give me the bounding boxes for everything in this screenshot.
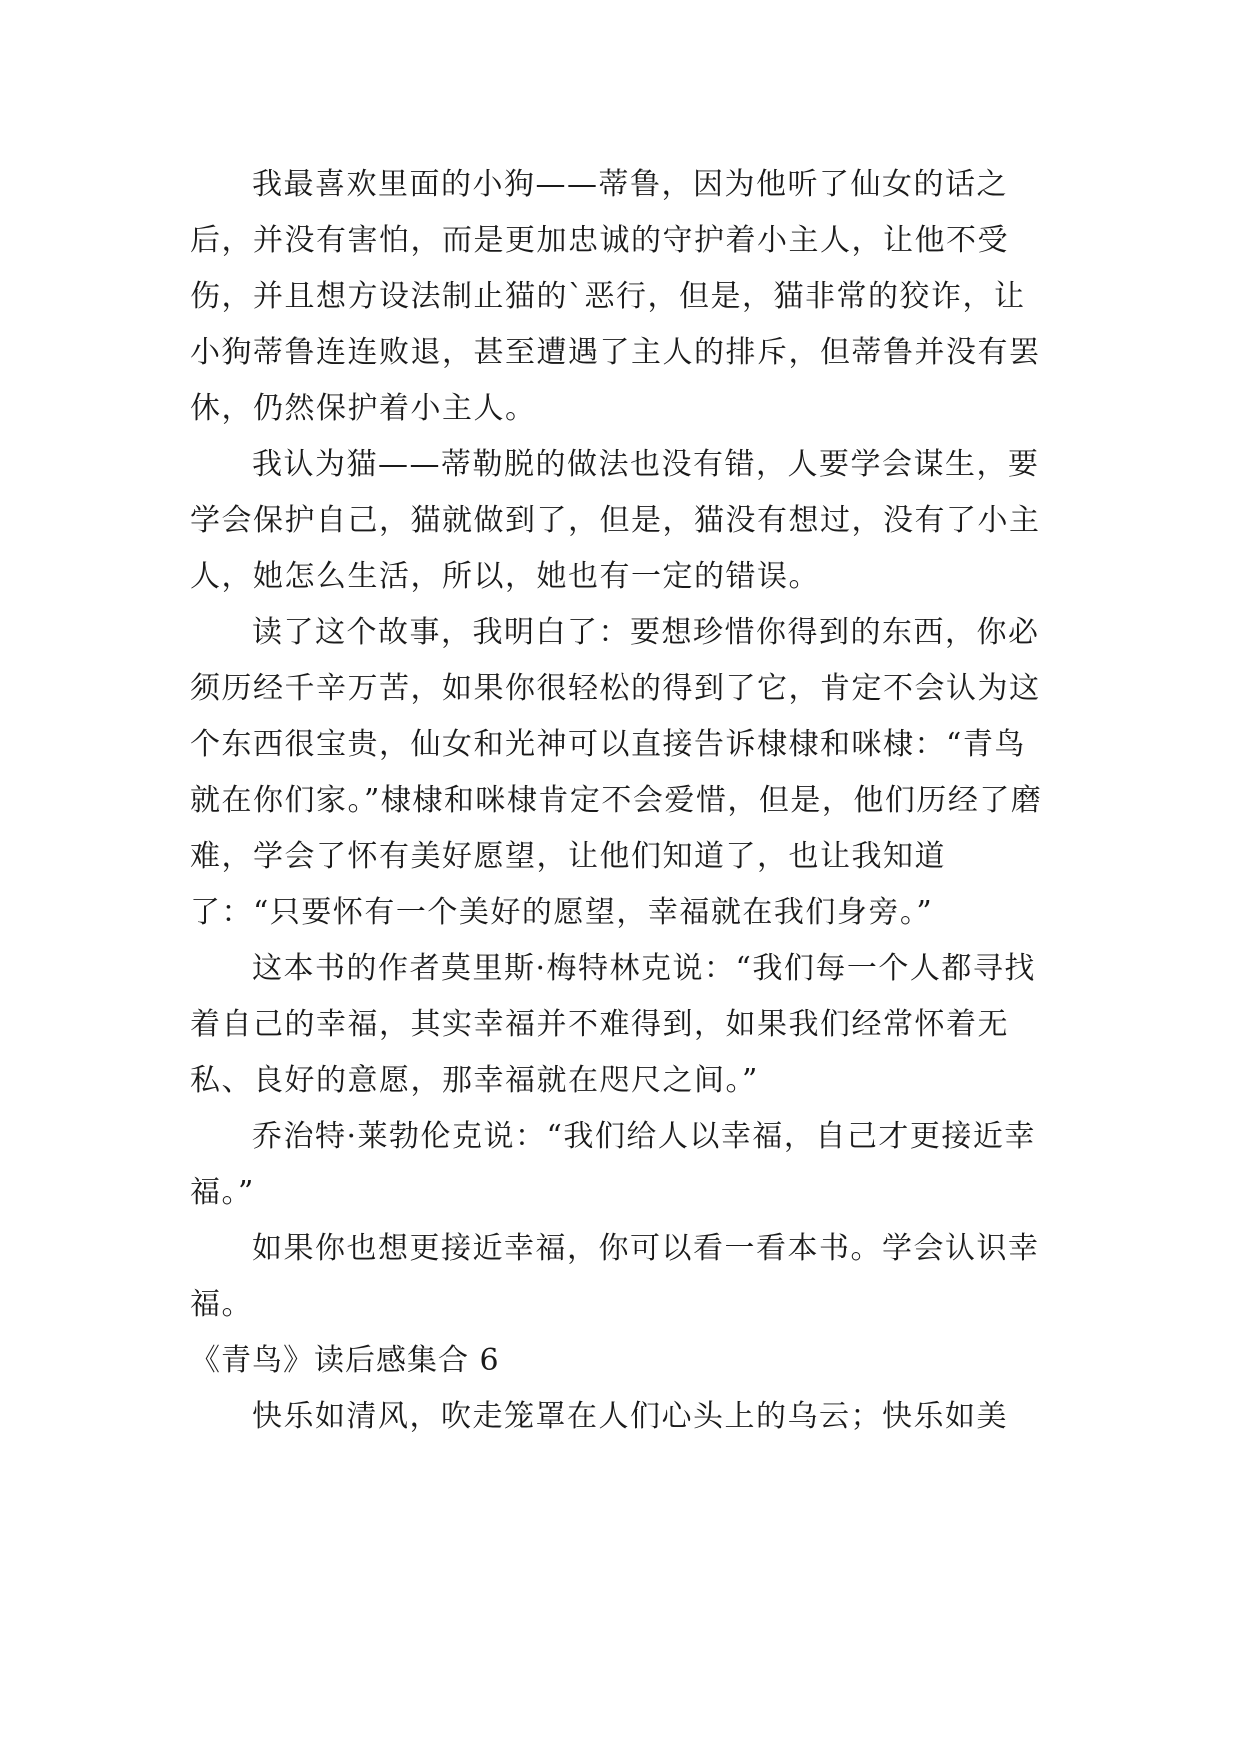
section-heading: 《青鸟》读后感集合 6 — [190, 1343, 500, 1378]
paragraph-recommendation: 如果你也想更接近幸福，你可以看一看本书。学会认识幸福。 — [190, 1231, 1040, 1322]
paragraph-author-quote: 这本书的作者莫里斯·梅特林克说：“我们每一个人都寻找着自己的幸福，其实幸福并不难得到，如果我们经常怀着无私、良好的意愿，那幸福就在咫尺之间。” — [190, 951, 1036, 1098]
document-body — [190, 157, 1050, 1445]
paragraph-lesson: 读了这个故事，我明白了：要想珍惜你得到的东西，你必须历经千辛万苦，如果你很轻松的得到了它，肯定不会认为这个东西很宝贵，仙女和光神可以直接告诉棣棣和咪棣：“青鸟就在你们家。”棣棣和咪棣肯定不会爱惜，但是，他们历经了磨难，学会了怀有美好愿望，让他们知道了，也让我知道了：“只要怀有一个美好的愿望，幸福就在我们身旁。” — [190, 615, 1043, 930]
paragraph-dog-tilu: 我最喜欢里面的小狗——蒂鲁，因为他听了仙女的话之后，并没有害怕，而是更加忠诚的守护着小主人，让他不受伤，并且想方设法制止猫的`恶行，但是，猫非常的狡诈，让小狗蒂鲁连连败退，甚至遭遇了主人的排斥，但蒂鲁并没有罢休，仍然保护着小主人。 — [190, 167, 1041, 426]
paragraph-cat: 我认为猫——蒂勒脱的做法也没有错，人要学会谋生，要学会保护自己，猫就做到了，但是，猫没有想过，没有了小主人，她怎么生活，所以，她也有一定的错误。 — [190, 447, 1041, 594]
paragraph-happiness: 快乐如清风，吹走笼罩在人们心头上的乌云；快乐如美 — [252, 1399, 1008, 1434]
paragraph-second-quote: 乔治特·莱勃伦克说：“我们给人以幸福，自己才更接近幸福。” — [190, 1119, 1036, 1210]
